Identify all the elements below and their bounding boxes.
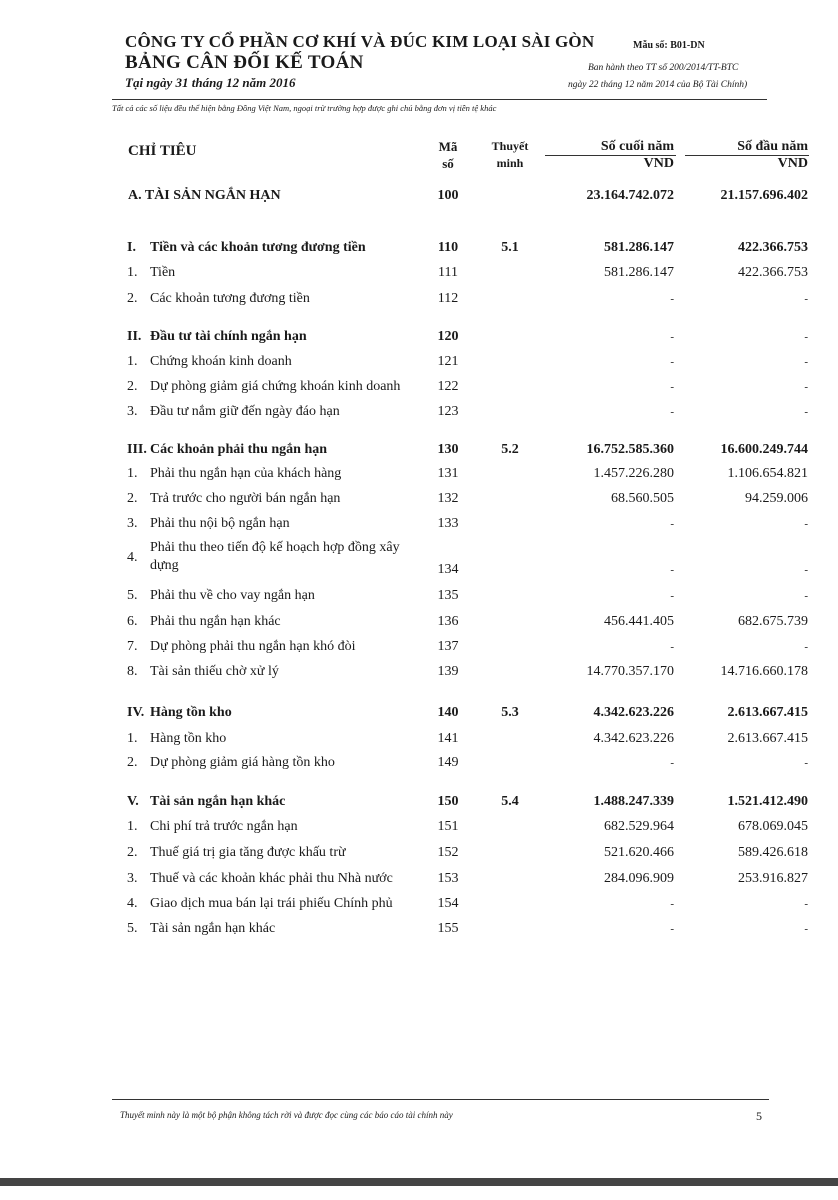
row-label: Dự phòng phải thu ngắn hạn khó đòi (150, 639, 356, 654)
column-header-note (482, 138, 538, 172)
column-header-code (430, 138, 466, 172)
row-year-end: - (670, 356, 674, 368)
code-header-line1: Mã (438, 139, 458, 154)
row-number: 8. (127, 664, 138, 679)
row-code: 135 (437, 588, 459, 603)
row-code: 149 (437, 755, 459, 770)
row-number: 2. (127, 291, 138, 306)
row-year-end: 521.620.466 (604, 845, 674, 860)
row-label: Trả trước cho người bán ngắn hạn (150, 491, 341, 506)
row-year-start: 682.675.739 (738, 614, 808, 629)
row-code: 136 (437, 614, 459, 629)
row-number: V. (127, 794, 139, 809)
row-code: 155 (437, 921, 459, 936)
row-year-start: 589.426.618 (738, 845, 808, 860)
row-year-end: 16.752.585.360 (586, 442, 674, 457)
table-row (0, 662, 838, 682)
row-code: 120 (437, 329, 459, 344)
row-code: 122 (437, 379, 459, 394)
row-year-end: 68.560.505 (611, 491, 674, 506)
page-number: 5 (756, 1109, 762, 1123)
row-number: IV. (127, 705, 145, 720)
row-code: 100 (437, 188, 459, 203)
table-row (0, 637, 838, 657)
row-label: Phải thu về cho vay ngắn hạn (150, 588, 315, 603)
row-code: 123 (437, 404, 459, 419)
table-row (0, 263, 838, 283)
row-year-start: 422.366.753 (738, 265, 808, 280)
row-number: 2. (127, 491, 138, 506)
table-row (0, 792, 838, 812)
year-start-header-line2: VND (777, 156, 808, 171)
year-start-underline (685, 155, 809, 156)
row-year-start: - (804, 406, 808, 418)
row-year-start: 2.613.667.415 (727, 705, 808, 720)
row-code: 152 (437, 845, 459, 860)
row-year-start: - (804, 564, 808, 576)
table-row (0, 352, 838, 372)
row-year-end: - (670, 331, 674, 343)
row-number: 5. (127, 588, 138, 603)
row-year-start: - (804, 331, 808, 343)
row-number: 4. (127, 896, 138, 911)
row-code: 141 (437, 731, 459, 746)
row-year-start: 253.916.827 (738, 871, 808, 886)
row-year-end: 284.096.909 (604, 871, 674, 886)
row-number: 1. (127, 265, 138, 280)
row-label: Tài sản ngắn hạn khác (150, 921, 276, 936)
row-label: Giao dịch mua bán lại trái phiếu Chính phủ (150, 896, 393, 911)
row-label: Tài sản ngắn hạn khác (150, 794, 286, 809)
row-note: 5.2 (501, 442, 519, 457)
issued-line-1: Ban hành theo TT số 200/2014/TT-BTC (588, 63, 739, 73)
row-label: Dự phòng giảm giá hàng tồn kho (150, 755, 335, 770)
table-row (0, 186, 838, 206)
row-label: Hàng tồn kho (150, 731, 227, 746)
row-number: II. (127, 329, 142, 344)
row-code: 130 (437, 442, 459, 457)
year-end-underline (545, 155, 676, 156)
row-label: Chi phí trả trước ngắn hạn (150, 819, 298, 834)
row-year-start: 422.366.753 (738, 240, 808, 255)
row-note: 5.4 (501, 794, 519, 809)
table-row (0, 894, 838, 914)
row-year-end: 581.286.147 (604, 240, 674, 255)
row-year-end: - (670, 293, 674, 305)
row-note: 5.1 (501, 240, 519, 255)
row-year-end: 4.342.623.226 (593, 731, 674, 746)
row-code: 110 (437, 240, 459, 255)
row-label: A. TÀI SẢN NGẮN HẠN (128, 188, 281, 203)
row-year-start: - (804, 757, 808, 769)
row-year-end: 4.342.623.226 (593, 705, 674, 720)
row-label: Phải thu nội bộ ngắn hạn (150, 516, 290, 531)
row-label: Phải thu ngắn hạn khác (150, 614, 281, 629)
table-row (0, 869, 838, 889)
row-year-end: - (670, 641, 674, 653)
table-row (0, 402, 838, 422)
row-number: 4. (127, 550, 138, 565)
row-code: 150 (437, 794, 459, 809)
scan-edge-bar (0, 1178, 838, 1186)
column-header-item: CHỈ TIÊU (128, 143, 197, 159)
table-row (0, 489, 838, 509)
table-row (0, 729, 838, 749)
row-year-start: 14.716.660.178 (720, 664, 808, 679)
header-divider (112, 99, 767, 100)
year-end-header-line1: Số cuối năm (600, 139, 674, 154)
row-code: 133 (437, 516, 459, 531)
code-header-line2: số (442, 156, 454, 171)
footer-divider (112, 1099, 769, 1100)
row-label: Thuế và các khoản khác phải thu Nhà nước (150, 871, 393, 886)
row-label: Tiền (150, 265, 176, 280)
row-number: I. (127, 240, 136, 255)
table-row (0, 377, 838, 397)
row-label: Các khoản phải thu ngắn hạn (150, 442, 328, 457)
table-row (0, 538, 838, 582)
row-year-start: 678.069.045 (738, 819, 808, 834)
row-label: Đầu tư nắm giữ đến ngày đáo hạn (150, 404, 340, 419)
row-code: 121 (437, 354, 459, 369)
row-label: Các khoản tương đương tiền (150, 291, 310, 306)
table-row (0, 289, 838, 309)
row-code: 111 (438, 265, 458, 280)
row-number: 1. (127, 819, 138, 834)
row-year-end: 581.286.147 (604, 265, 674, 280)
row-year-end: 682.529.964 (604, 819, 674, 834)
table-row (0, 817, 838, 837)
row-label: Hàng tồn kho (150, 705, 232, 720)
table-row (0, 703, 838, 723)
row-year-end: - (670, 590, 674, 602)
row-year-start: - (804, 641, 808, 653)
row-label-line2: dựng (150, 558, 179, 573)
table-row (0, 753, 838, 773)
table-row (0, 612, 838, 632)
row-year-start: 16.600.249.744 (720, 442, 808, 457)
row-code: 112 (437, 291, 459, 306)
row-code: 131 (437, 466, 459, 481)
row-label: Phải thu ngắn hạn của khách hàng (150, 466, 342, 481)
table-row (0, 464, 838, 484)
row-year-end: - (670, 898, 674, 910)
row-number: 1. (127, 466, 138, 481)
row-number: 2. (127, 845, 138, 860)
table-row (0, 843, 838, 863)
row-year-start: 1.521.412.490 (727, 794, 808, 809)
table-row (0, 327, 838, 347)
issued-line-2: ngày 22 tháng 12 năm 2014 của Bộ Tài Chính) (568, 80, 748, 90)
footer-note: Thuyết minh này là một bộ phận không tách rời và được đọc cùng các báo cáo tài chính này (120, 1110, 453, 1120)
table-row (0, 586, 838, 606)
currency-note: Tất cả các số liệu đều thể hiện bằng Đồng Việt Nam, ngoại trừ trường hợp được ghi chú bằng đơn vị tiền tệ khác (112, 103, 497, 113)
row-year-start: 1.106.654.821 (727, 466, 808, 481)
table-row (0, 919, 838, 939)
row-year-start: - (804, 518, 808, 530)
row-number: 2. (127, 379, 138, 394)
table-row (0, 440, 838, 460)
year-end-header-line2: VND (643, 156, 674, 171)
row-year-start: - (804, 898, 808, 910)
row-year-start: 94.259.006 (745, 491, 808, 506)
row-year-end: 23.164.742.072 (586, 188, 674, 203)
report-date: Tại ngày 31 tháng 12 năm 2016 (125, 75, 296, 90)
row-number: 3. (127, 516, 138, 531)
row-label: Chứng khoán kinh doanh (150, 354, 292, 369)
row-year-start: - (804, 293, 808, 305)
row-year-start: - (804, 381, 808, 393)
row-number: 1. (127, 731, 138, 746)
row-number: 6. (127, 614, 138, 629)
row-label: Tiền và các khoản tương đương tiền (150, 240, 366, 255)
note-header-line1: Thuyết (491, 139, 529, 153)
row-number: 5. (127, 921, 138, 936)
row-code: 137 (437, 639, 459, 654)
row-code: 151 (437, 819, 459, 834)
row-label-line1: Phải thu theo tiến độ kế hoạch hợp đồng xây (150, 540, 400, 555)
year-start-header-line1: Số đầu năm (737, 139, 808, 154)
form-code: Mẫu số: B01-DN (633, 40, 705, 51)
table-row (0, 238, 838, 258)
row-year-end: - (670, 381, 674, 393)
row-code: 140 (437, 705, 459, 720)
row-note: 5.3 (501, 705, 519, 720)
row-number: 3. (127, 871, 138, 886)
row-year-end: 456.441.405 (604, 614, 674, 629)
row-year-end: - (670, 564, 674, 576)
row-year-end: 1.457.226.280 (593, 466, 674, 481)
table-row (0, 514, 838, 534)
row-year-start: - (804, 923, 808, 935)
row-number: III. (127, 442, 147, 457)
row-year-start: 2.613.667.415 (727, 731, 808, 746)
row-year-start: 21.157.696.402 (720, 188, 808, 203)
row-year-end: - (670, 406, 674, 418)
row-label: Đầu tư tài chính ngắn hạn (150, 329, 307, 344)
report-title: BẢNG CÂN ĐỐI KẾ TOÁN (125, 52, 364, 73)
row-number: 7. (127, 639, 138, 654)
row-year-end: 14.770.357.170 (586, 664, 674, 679)
row-year-start: - (804, 356, 808, 368)
row-label: Tài sản thiếu chờ xử lý (150, 664, 279, 679)
row-number: 2. (127, 755, 138, 770)
row-number: 1. (127, 354, 138, 369)
row-code: 134 (437, 562, 459, 577)
row-year-end: 1.488.247.339 (593, 794, 674, 809)
row-code: 154 (437, 896, 459, 911)
note-header-line2: minh (496, 156, 524, 170)
row-label: Thuế giá trị gia tăng được khấu trừ (150, 845, 346, 860)
company-name: CÔNG TY CỔ PHẦN CƠ KHÍ VÀ ĐÚC KIM LOẠI SÀI GÒN (125, 32, 595, 51)
row-label: Dự phòng giảm giá chứng khoán kinh doanh (150, 379, 401, 394)
row-year-end: - (670, 923, 674, 935)
row-year-start: - (804, 590, 808, 602)
row-year-end: - (670, 518, 674, 530)
row-year-end: - (670, 757, 674, 769)
row-code: 132 (437, 491, 459, 506)
row-code: 139 (437, 664, 459, 679)
row-number: 3. (127, 404, 138, 419)
row-code: 153 (437, 871, 459, 886)
